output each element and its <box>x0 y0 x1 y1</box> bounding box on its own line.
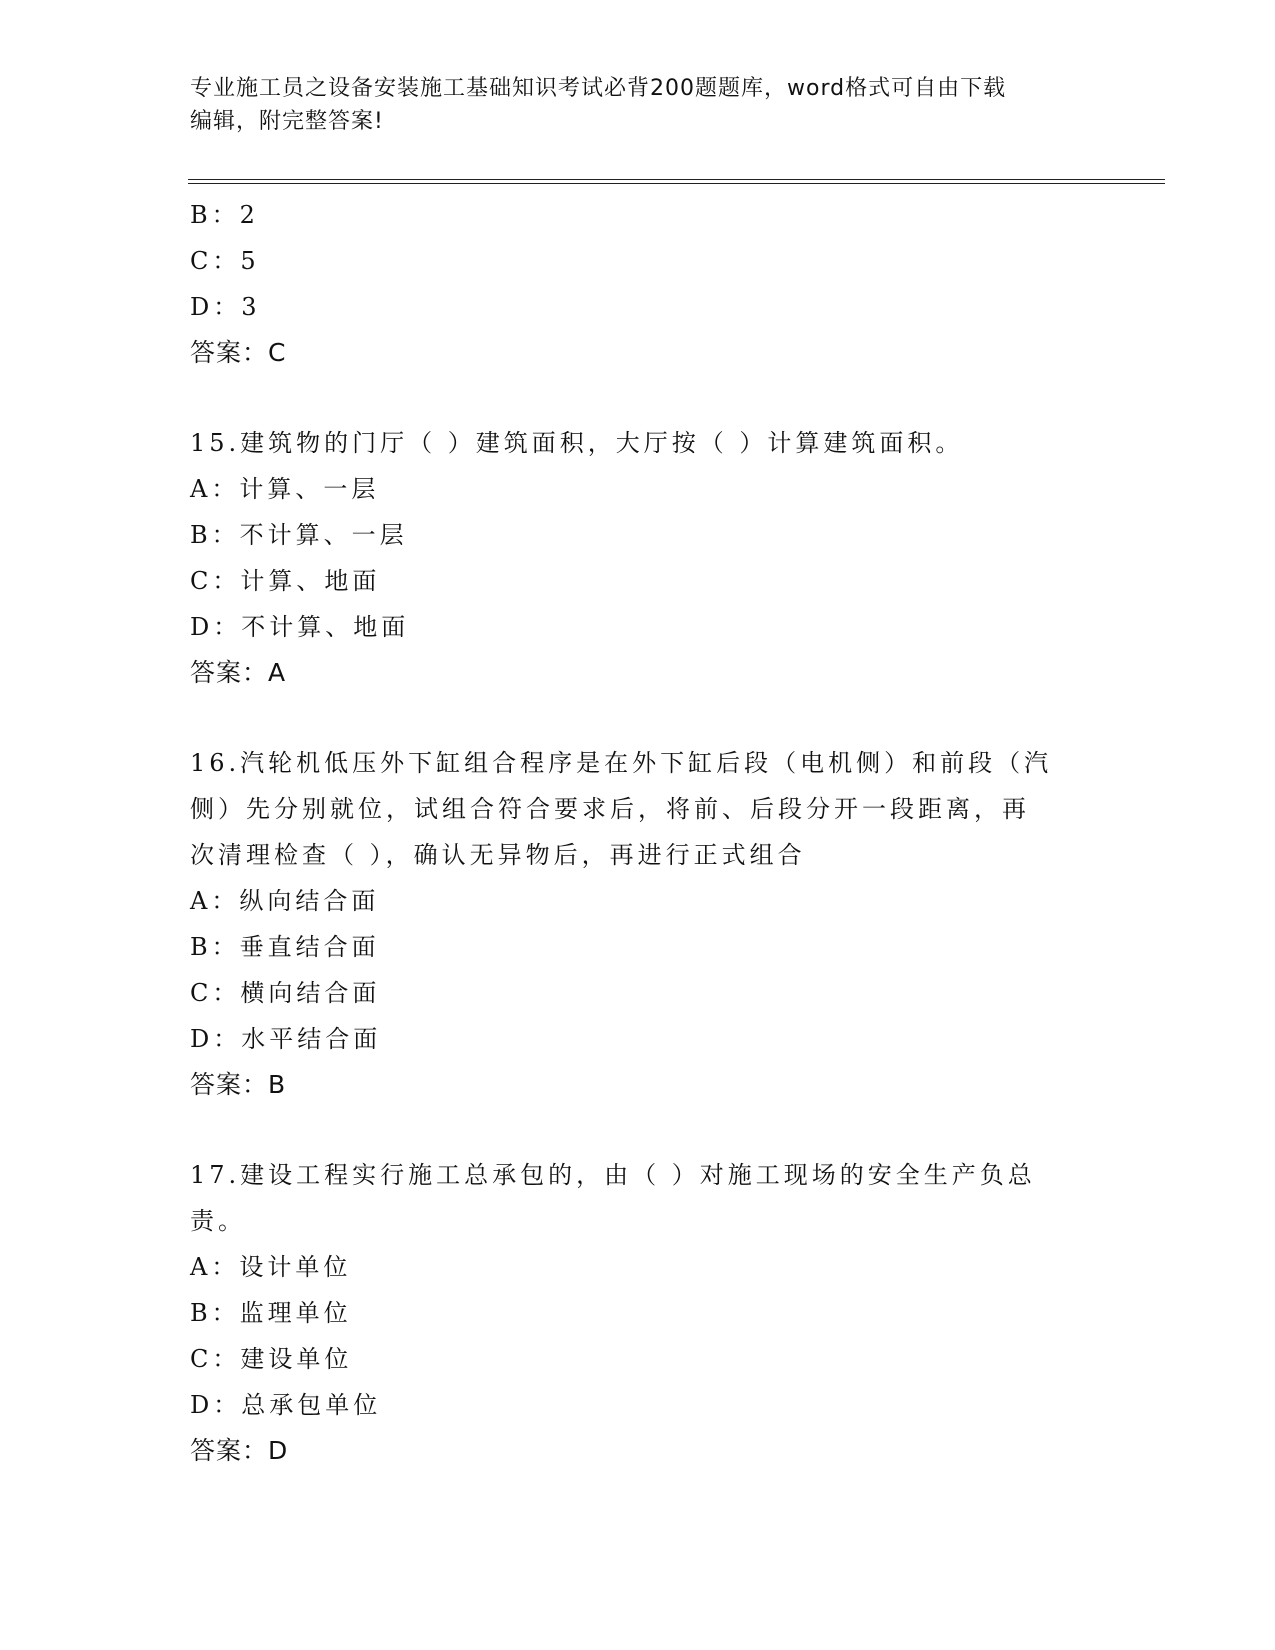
header-rule-bottom <box>188 183 1165 184</box>
header-rule-top <box>188 179 1165 180</box>
question-stem-line-1: 17.建设工程实行施工总承包的，由（ ）对施工现场的安全生产负总 <box>190 1161 1036 1189</box>
question-stem-line-2: 责。 <box>190 1207 246 1235</box>
option-b: B：2 <box>190 201 259 229</box>
question-stem-line-1: 16.汽轮机低压外下缸组合程序是在外下缸后段（电机侧）和前段（汽 <box>190 749 1053 777</box>
option-b: B：不计算、一层 <box>190 521 408 549</box>
previous-question-tail <box>190 192 1090 376</box>
question-stem: 15.建筑物的门厅（ ）建筑面积，大厅按（ ）计算建筑面积。 <box>190 429 964 457</box>
option-c: C：5 <box>190 247 260 275</box>
option-d: D：总承包单位 <box>190 1391 382 1419</box>
question-list <box>190 192 1090 1474</box>
option-c: C：横向结合面 <box>190 979 381 1007</box>
question-17 <box>190 1152 1090 1474</box>
option-b: B：垂直结合面 <box>190 933 380 961</box>
option-c: C：建设单位 <box>190 1345 353 1373</box>
option-c: C：计算、地面 <box>190 567 381 595</box>
question-15 <box>190 420 1090 696</box>
option-b: B：监理单位 <box>190 1299 352 1327</box>
option-a: A：纵向结合面 <box>190 887 380 915</box>
question-16 <box>190 740 1090 1108</box>
option-d: D：水平结合面 <box>190 1025 382 1053</box>
header-title-line-1: 专业施工员之设备安装施工基础知识考试必背200题题库，word格式可自由下载 <box>190 76 1007 101</box>
header-title-line-2: 编辑，附完整答案! <box>190 109 384 134</box>
option-a: A：计算、一层 <box>190 475 380 503</box>
answer-line: 答案：D <box>190 1436 289 1465</box>
document-header <box>190 72 1090 138</box>
option-d: D：3 <box>190 293 261 321</box>
option-d: D：不计算、地面 <box>190 613 410 641</box>
answer-line: 答案：A <box>190 658 287 687</box>
question-stem-line-2: 侧）先分别就位，试组合符合要求后，将前、后段分开一段距离，再 <box>190 795 1030 823</box>
answer-line: 答案：C <box>190 338 287 367</box>
question-stem-line-3: 次清理检查（ ），确认无异物后，再进行正式组合 <box>190 841 806 869</box>
option-a: A：设计单位 <box>190 1253 352 1281</box>
answer-line: 答案：B <box>190 1070 287 1099</box>
